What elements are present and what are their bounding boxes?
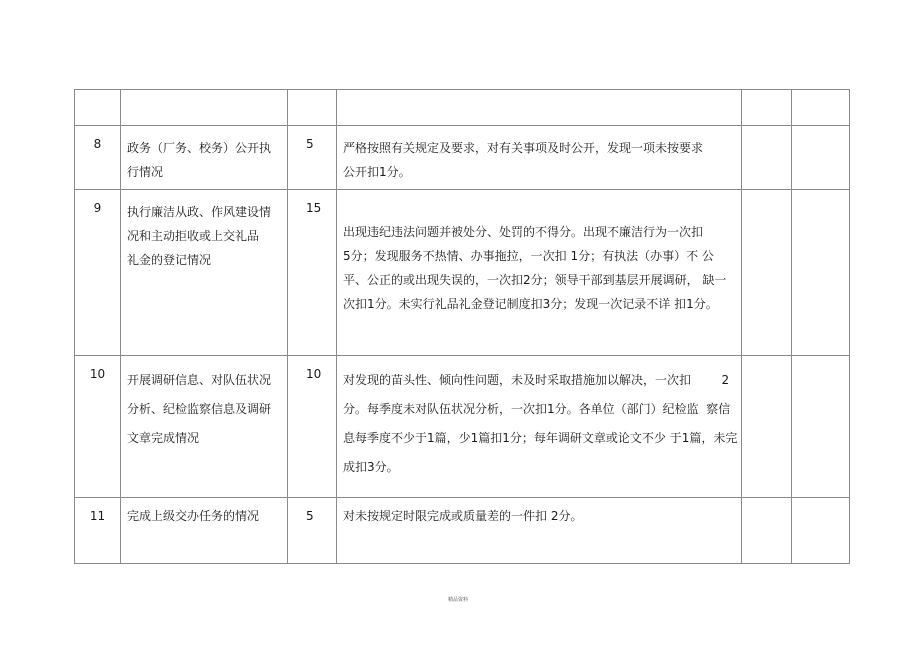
item-text-line: 开展调研信息、对队伍状况 — [127, 373, 272, 387]
score-cell-a — [742, 90, 792, 126]
criteria-text-line: 对未按规定时限完成或质量差的一件扣 2分。 — [343, 509, 583, 523]
row-number-cell — [75, 356, 121, 498]
criteria-text-line: 5分；发现服务不热情、办事拖拉，一次扣 1分；有执法（办事）不 公 — [343, 249, 714, 263]
criteria-text-line: 次扣1分。未实行礼品礼金登记制度扣3分；发现一次记录不详 扣1分。 — [343, 297, 718, 311]
item-cell — [121, 190, 288, 356]
criteria-text-line: 成扣3分。 — [343, 460, 399, 474]
item-text-line: 文章完成情况 — [127, 431, 200, 445]
table-row — [75, 356, 850, 498]
score-cell-b — [792, 190, 850, 356]
points-cell — [288, 356, 337, 498]
item-text-line: 完成上级交办任务的情况 — [127, 509, 260, 523]
points-cell — [288, 126, 337, 190]
criteria-cell — [337, 126, 742, 190]
criteria-text-line: 对发现的苗头性、倾向性问题，未及时采取措施加以解决，一次扣 2 — [343, 373, 730, 387]
row-number-cell — [75, 498, 121, 564]
footer-note: 精品资料 — [448, 597, 469, 603]
score-cell-a — [742, 498, 792, 564]
item-text-line: 执行廉洁从政、作风建设情 — [127, 205, 272, 219]
score-cell-b — [792, 90, 850, 126]
item-text-line: 行情况 — [127, 165, 164, 179]
criteria-text-line: 平、公正的或出现失误的，一次扣2分；领导干部到基层开展调研， 缺一 — [343, 273, 727, 287]
item-text-line: 况和主动拒收或上交礼品 — [127, 229, 260, 243]
points-cell — [288, 190, 337, 356]
points-cell — [288, 498, 337, 564]
item-cell — [121, 356, 288, 498]
score-cell-a — [742, 356, 792, 498]
item-text-line: 分析、纪检监察信息及调研 — [127, 402, 272, 416]
table-row — [75, 190, 850, 356]
criteria-text-line: 出现违纪违法问题并被处分、处罚的不得分。出现不廉洁行为一次扣 — [343, 225, 704, 239]
item-cell — [121, 90, 288, 126]
item-cell — [121, 126, 288, 190]
criteria-text-line: 分。每季度未对队伍状况分析，一次扣1分。各单位（部门）纪检监 察信 — [343, 402, 731, 416]
assessment-table — [74, 89, 850, 564]
score-cell-a — [742, 126, 792, 190]
criteria-cell — [337, 498, 742, 564]
item-cell — [121, 498, 288, 564]
table-row — [75, 498, 850, 564]
criteria-cell — [337, 356, 742, 498]
criteria-text-line: 公开扣1分。 — [343, 165, 411, 179]
row-number: 9 — [93, 201, 102, 215]
score-cell-b — [792, 356, 850, 498]
score-cell-b — [792, 126, 850, 190]
row-number-cell — [75, 190, 121, 356]
table-row — [75, 90, 850, 126]
points-value: 15 — [306, 201, 322, 215]
points-value: 5 — [306, 137, 314, 151]
score-cell-a — [742, 190, 792, 356]
points-value: 5 — [306, 509, 314, 523]
row-number-cell — [75, 126, 121, 190]
criteria-text-line: 息每季度不少于1篇，少1篇扣1分；每年调研文章或论文不少 于1篇，未完 — [343, 431, 738, 445]
item-text-line: 礼金的登记情况 — [127, 253, 212, 267]
criteria-text-line: 严格按照有关规定及要求，对有关事项及时公开，发现一项未按要求 — [343, 141, 704, 155]
table-row — [75, 126, 850, 190]
criteria-cell — [337, 190, 742, 356]
score-cell-b — [792, 498, 850, 564]
points-value: 10 — [306, 367, 322, 381]
row-number: 10 — [89, 367, 106, 381]
row-number: 11 — [89, 509, 106, 523]
row-number: 8 — [93, 137, 102, 151]
criteria-cell — [337, 90, 742, 126]
row-number-cell — [75, 90, 121, 126]
points-cell — [288, 90, 337, 126]
item-text-line: 政务（厂务、校务）公开执 — [127, 141, 272, 155]
